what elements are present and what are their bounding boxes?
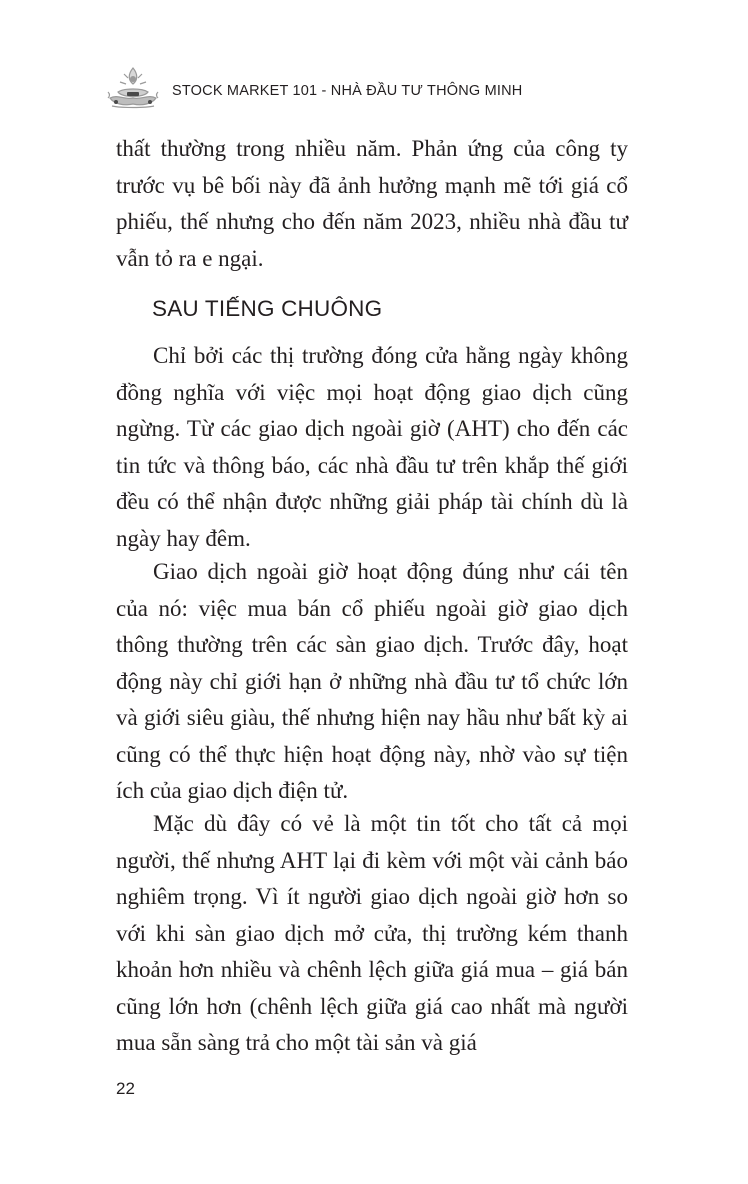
running-header — [104, 62, 522, 112]
paragraph-continued: thất thường trong nhiều năm. Phản ứng của công ty trước vụ bê bối này đã ảnh hưởng mạnh mẽ tới giá cổ phiếu, thế nhưng cho đến năm 2023, nhiều nhà đầu tư vẫn tỏ ra e ngại. — [116, 136, 628, 271]
section-heading: SAU TIẾNG CHUÔNG — [152, 296, 383, 321]
paragraph: Mặc dù đây có vẻ là một tin tốt cho tất cả mọi người, thế nhưng AHT lại đi kèm với một vài cảnh báo nghiêm trọng. Vì ít người giao dịch ngoài giờ hơn so với khi sàn giao dịch mở cửa, thị trường kém thanh khoản hơn nhiều và chênh lệch giữa giá mua – giá bán cũng lớn hơn (chênh lệch giữa giá cao nhất mà người mua sẵn sàng trả cho một tài sản và giá — [116, 811, 628, 1055]
paragraph: Chỉ bởi các thị trường đóng cửa hằng ngày không đồng nghĩa với việc mọi hoạt động giao dịch cũng ngừng. Từ các giao dịch ngoài giờ (AHT) cho đến các tin tức và thông báo, các nhà đầu tư trên khắp thế giới đều có thể nhận được những giải pháp tài chính dù là ngày hay đêm. — [116, 343, 628, 551]
running-title: STOCK MARKET 101 - NHÀ ĐẦU TƯ THÔNG MINH — [172, 83, 523, 99]
publisher-emblem-icon — [104, 62, 162, 112]
paragraph: Giao dịch ngoài giờ hoạt động đúng như cái tên của nó: việc mua bán cổ phiếu ngoài giờ giao dịch thông thường trên các sàn giao dịch. Trước đây, hoạt động này chỉ giới hạn ở những nhà đầu tư tổ chức lớn và giới siêu giàu, thế nhưng hiện nay hầu như bất kỳ ai cũng có thể thực hiện hoạt động này, nhờ vào sự tiện ích của giao dịch điện tử. — [116, 559, 628, 803]
page-number: 22 — [116, 1079, 135, 1098]
